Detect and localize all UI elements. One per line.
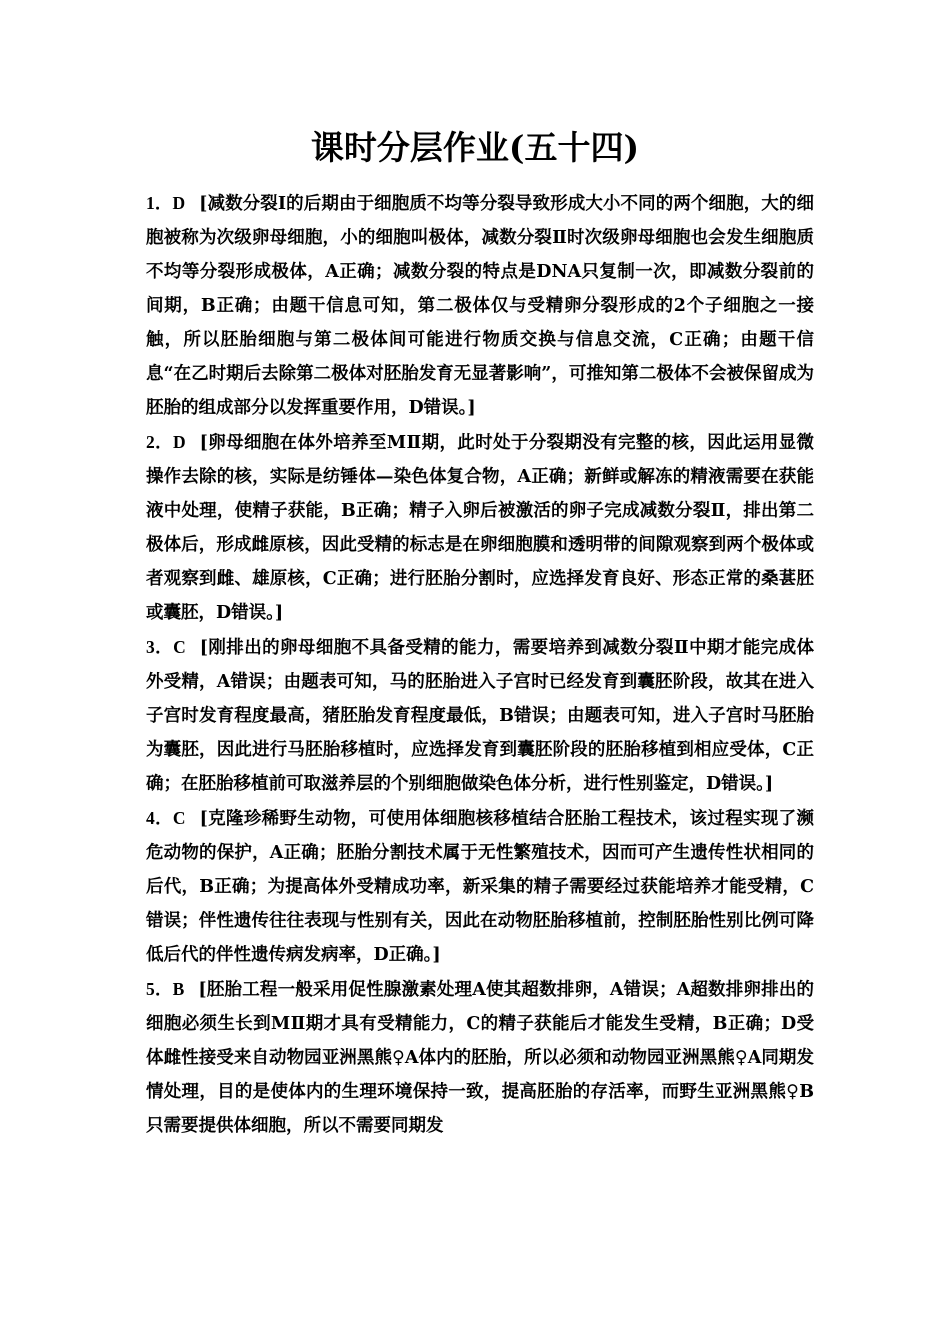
answer-number: 1． xyxy=(146,193,173,213)
page-title: 课时分层作业(五十四) xyxy=(310,128,640,167)
answer-number: 3． xyxy=(146,637,174,657)
answer-explanation: [刚排出的卵母细胞不具备受精的能力，需要培养到减数分裂Ⅱ中期才能完成体外受精，A错误；由题表可知，马的胚胎进入子宫时已经发育到囊胚阶段，故其在进入子宫时发育程度最高，猪胚胎发育程度最低，B错误；由题表可知，进入子宫时马胚胎为囊胚，因此进行马胚胎移植时，应选择发育到囊胚阶段的胚胎移植到相应受体，C正确；在胚胎移植前可取滋养层的个别细胞做染色体分析，进行性别鉴定，D错误。] xyxy=(146,638,814,794)
answer-choice: D xyxy=(172,193,186,213)
answer-explanation: [克隆珍稀野生动物，可使用体细胞核移植结合胚胎工程技术，该过程实现了濒危动物的保护，A正确；胚胎分割技术属于无性繁殖技术，因而可产生遗传性状相同的后代，B正确；为提高体外受精成功率，新采集的精子需要经过获能培养才能受精，C错误；伴性遗传往往表现与性别有关，因此在动物胚胎移植前，控制胚胎性别比例可降低后代的伴性遗传病发病率，D正确。] xyxy=(146,809,815,965)
answer-list xyxy=(146,186,814,1143)
answer-choice: C xyxy=(172,808,186,828)
answer-choice: B xyxy=(172,979,185,999)
answer-item-2 xyxy=(146,425,814,630)
answer-item-1 xyxy=(146,186,814,425)
answer-item-4 xyxy=(146,801,814,972)
answer-number: 4． xyxy=(146,808,173,828)
answer-number: 5． xyxy=(146,979,173,999)
answer-number: 2． xyxy=(146,432,173,452)
answer-choice: D xyxy=(172,432,186,452)
answer-item-3 xyxy=(146,630,814,801)
answer-item-5 xyxy=(146,972,814,1143)
answer-explanation: [胚胎工程一般采用促性腺激素处理A使其超数排卵，A错误；A超数排卵排出的细胞必须生长到MⅡ期才具有受精能力，C的精子获能后才能发生受精，B正确；D受体雌性接受来自动物园亚洲黑熊♀A体内的胚胎，所以必须和动物园亚洲黑熊♀A同期发情处理，目的是使体内的生理环境保持一致，提高胚胎的存活率，而野生亚洲黑熊♀B只需要提供体细胞，所以不需要同期发 xyxy=(146,980,815,1136)
answer-explanation: [卵母细胞在体外培养至MⅡ期，此时处于分裂期没有完整的核，因此运用显微操作去除的核，实际是纺锤体—染色体复合物，A正确；新鲜或解冻的精液需要在获能液中处理，使精子获能，B正确；精子入卵后被激活的卵子完成减数分裂Ⅱ，排出第二极体后，形成雌原核，因此受精的标志是在卵细胞膜和透明带的间隙观察到两个极体或者观察到雌、雄原核，C正确；进行胚胎分割时，应选择发育良好、形态正常的桑葚胚或囊胚，D错误。] xyxy=(146,433,815,623)
answer-explanation: [减数分裂Ⅰ的后期由于细胞质不均等分裂导致形成大小不同的两个细胞，大的细胞被称为次级卵母细胞，小的细胞叫极体，减数分裂Ⅱ时次级卵母细胞也会发生细胞质不均等分裂形成极体，A正确；减数分裂的特点是DNA只复制一次，即减数分裂前的间期，B正确；由题干信息可知，第二极体仅与受精卵分裂形成的2个子细胞之一接触，所以胚胎细胞与第二极体间可能进行物质交换与信息交流，C正确；由题干信息“在乙时期后去除第二极体对胚胎发育无显著影响”，可推知第二极体不会被保留成为胚胎的组成部分以发挥重要作用，D错误。] xyxy=(146,194,815,418)
answer-choice: C xyxy=(173,637,186,657)
